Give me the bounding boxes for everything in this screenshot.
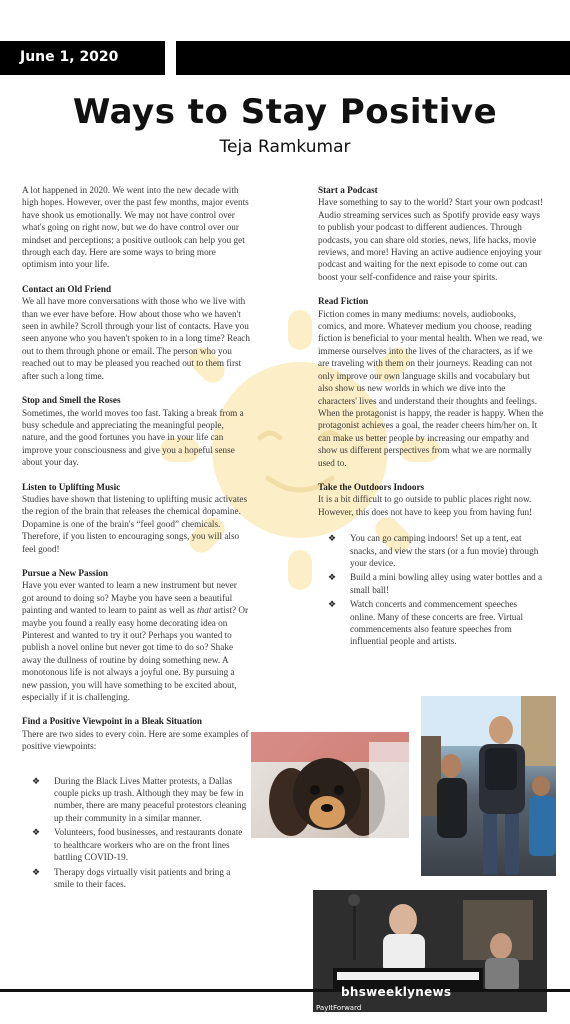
dog-illustration-icon [251,732,409,838]
section-heading: Take the Outdoors Indoors [318,481,425,492]
section-body: Have something to say to the world? Start your own podcast! Audio streaming services such as Spotify provide easy ways to publish your podcast to different audiences. Through podcasts, you can share old stories, news, life hacks, movie reviews, and more! Having an active audience enjoying your podcast and waiting for the next episode to come out can boost your self-confidence and raise your spirits. [318,197,544,282]
list-item: ❖ Watch concerts and commencement speeches online. Many of these concerts are free. Virtual commencements also feature speeches from influential people and artists. [328,599,524,647]
section-heading: Read Fiction [318,296,369,307]
page-title: Ways to Stay Positive [72,92,498,132]
section-body: There are two sides to every coin. Here are some examples of positive viewpoints: [22,728,249,752]
therapy-dog-photo [251,732,409,838]
crowd-illustration-icon [421,696,556,876]
section-heading: Pursue a New Passion [22,567,109,578]
viewpoint-list [22,775,250,891]
header-bar-right [176,41,570,75]
intro-paragraph: A lot happened in 2020. We went into the new decade with high hopes. However, over the past few months, major events have shook us emotionally. We may not have control over what's going on right now, but we do have control over our mindset and perceptions; a positive outlook can help you get through each day. Here are some ways to bring more optimism into your life. [22,185,249,270]
section-body: It is a bit difficult to go outside to public places right now. However, this does not have to keep you from having fun! [318,494,533,517]
list-item: ❖ Build a mini bowling alley using water bottles and a small ball! [328,572,543,595]
newsletter-watermark: bhsweeklynews [341,985,452,999]
diamond-bullet-icon: ❖ [32,827,41,838]
footer-rule [0,989,570,992]
diamond-bullet-icon: ❖ [328,572,337,583]
section-body: We all have more conversations with those who we live with than we ever have before. How about those who we haven't seen in awhile? Scroll through your list of contacts. Have you seen anyone who you haven't spoken to in a long time? Reach out to them through phone or email. The person who you reached out to may be pleased you reached out to them first after such a long time. [22,296,250,381]
section-heading: Stop and Smell the Roses [22,395,121,406]
section-heading: Start a Podcast [318,185,378,195]
outdoors-list [318,532,544,648]
body-text: artist? Or maybe you found a really easy home decorating idea on Pinterest and wanted to try it out? Perhaps you wanted to publish a novel online but never got time to do so? Shake away the dullness of routine by doing something new. A monotonous life is not always a joyful one. By pursuing a new passion, you will have something to be excited about, especially if it is challenging. [22,605,249,703]
body-text: Have you ever wanted to learn a new instrument but never got around to doing so? Maybe you have seen a beautiful painting and wanted to learn to paint as well as [22,580,237,616]
section-body: Sometimes, the world moves too fast. Taking a break from a busy schedule and appreciating the meaningful people, nature, and the good fortunes you have in your life can improve your consciousness and give you a hopeful sense about your day. [22,407,244,468]
diamond-bullet-icon: ❖ [328,599,337,610]
diamond-bullet-icon: ❖ [328,533,337,544]
right-column [318,184,544,650]
diamond-bullet-icon: ❖ [32,775,41,786]
section-body: Studies have shown that listening to uplifting music activates the region of the brain that releases the chemical dopamine. Dopamine is one of the brain's “feel good” chemicals. Therefore, if you listen to encouraging songs, you will also feel good! [22,493,248,554]
emphasis-text: that [197,605,212,616]
section-body [22,579,250,703]
protest-crowd-photo [421,696,556,876]
section-heading: Listen to Uplifting Music [22,481,121,492]
section-heading: Contact an Old Friend [22,283,112,294]
list-item: ❖ You can go camping indoors! Set up a tent, eat snacks, and view the stars (or a fun movie) through your device. [328,533,539,568]
diamond-bullet-icon: ❖ [32,866,41,877]
photo-caption: PayItForward [316,1004,362,1012]
list-item: ❖ Therapy dogs virtually visit patients and bring a smile to their faces. [32,866,231,889]
author-name: Teja Ramkumar [219,137,351,157]
list-item: ❖ Volunteers, food businesses, and restaurants donate to healthcare workers who are on the front lines battling COVID-19. [32,827,243,863]
section-heading: Find a Positive Viewpoint in a Bleak Situation [22,716,202,727]
list-item: ❖ During the Black Lives Matter protests, a Dallas couple picks up trash. Although they may be few in number, there are many peaceful protestors cleaning up their community in a similar manner. [32,775,247,823]
section-body: Fiction comes in many mediums: novels, audiobooks, comics, and more. Whatever medium you choose, reading fiction is beneficial to your mental health. When we read, we immerse ourselves into the lives of the characters, as if we are traveling with them on their journeys. Reading can not only improve our own language skills and vocabulary but also show us new worlds in which we dive into the characters' lives and understand their thoughts and feelings. When the protagonist is happy, the reader is happy. When the protagonist achieves a goal, the reader cheers him/her on. It can make us better people by increasing our empathy and show us different perspectives from what we are normally used to. [318,308,544,468]
left-column [22,184,250,892]
issue-date: June 1, 2020 [20,49,119,65]
